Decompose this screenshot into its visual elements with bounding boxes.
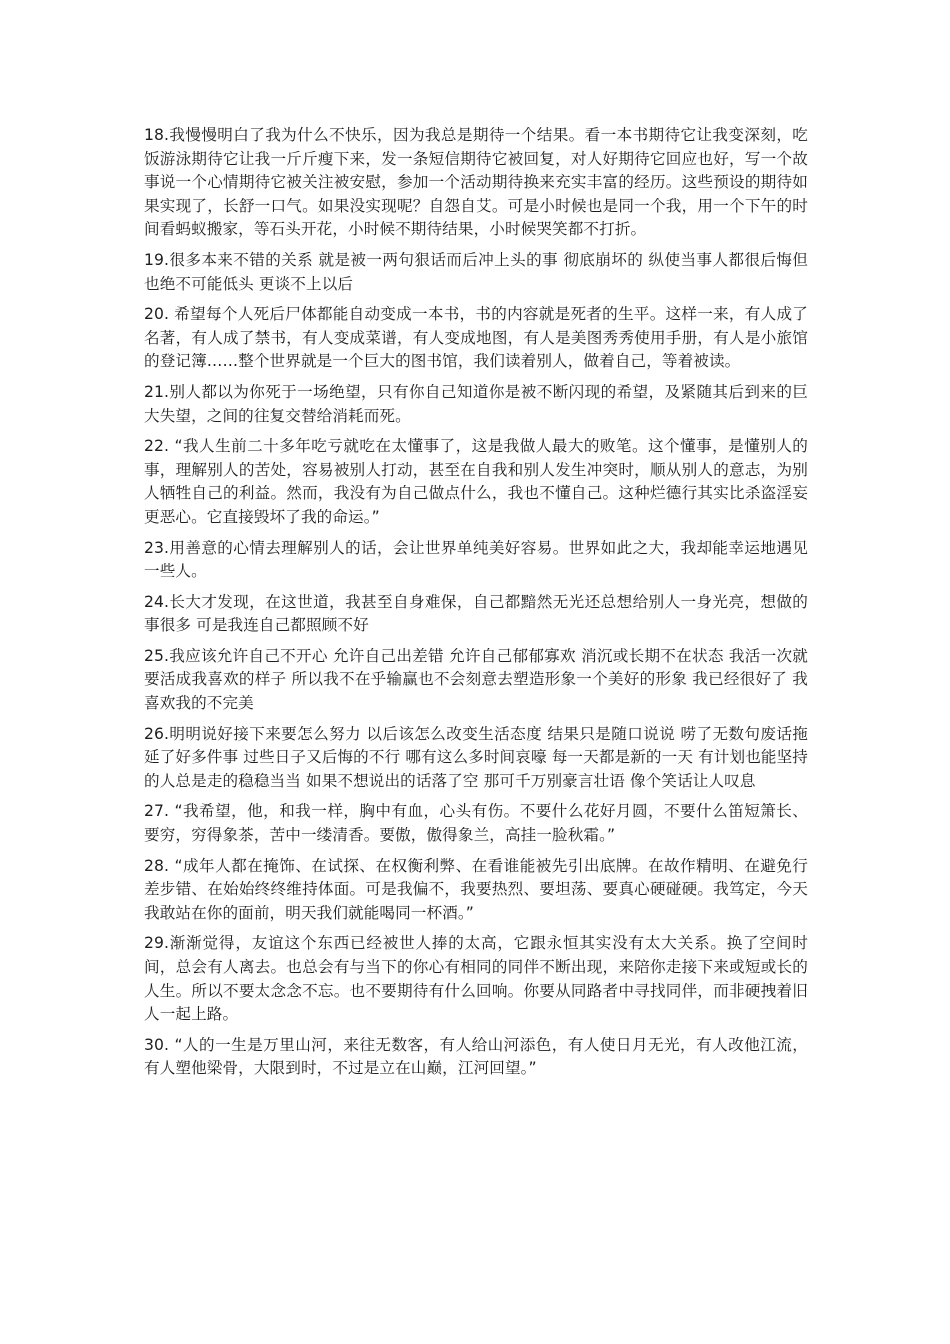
paragraph-21: 21.别人都以为你死于一场绝望，只有你自己知道你是被不断闪现的希望，及紧随其后到来的巨大失望，之间的往复交替给消耗而死。 bbox=[144, 382, 808, 425]
paragraph-27: 27. “我希望，他，和我一样，胸中有血，心头有伤。不要什么花好月圆，不要什么笛短箫长、要穷，穷得象茶，苦中一缕清香。要傲，傲得象兰，高挂一脸秋霜。” bbox=[144, 802, 808, 845]
paragraph-29: 29.渐渐觉得，友谊这个东西已经被世人捧的太高，它跟永恒其实没有太大关系。换了空间时间，总会有人离去。也总会有与当下的你心有相同的同伴不断出现，来陪你走接下来或短或长的人生。所以不要太念念不忘。也不要期待有什么回响。你要从同路者中寻找同伴，而非硬拽着旧人一起上路。 bbox=[144, 934, 808, 1024]
paragraph-25: 25.我应该允许自己不开心 允许自己出差错 允许自己郁郁寡欢 消沉或长期不在状态 我活一次就要活成我喜欢的样子 所以我不在乎输赢也不会刻意去塑造形象一个美好的形象 我已经很好了 我喜欢我的不完美 bbox=[144, 646, 808, 713]
paragraph-18: 18.我慢慢明白了我为什么不快乐，因为我总是期待一个结果。看一本书期待它让我变深刻，吃饭游泳期待它让我一斤斤瘦下来，发一条短信期待它被回复，对人好期待它回应也好，写一个故事说一个心情期待它被关注被安慰，参加一个活动期待换来充实丰富的经历。这些预设的期待如果实现了，长舒一口气。如果没实现呢？自怨自艾。可是小时候也是同一个我，用一个下午的时间看蚂蚁搬家，等石头开花，小时候不期待结果，小时候哭笑都不打折。 bbox=[144, 126, 808, 239]
paragraph-22: 22. “我人生前二十多年吃亏就吃在太懂事了，这是我做人最大的败笔。这个懂事，是懂别人的事，理解别人的苦处，容易被别人打动，甚至在自我和别人发生冲突时，顺从别人的意志，为别人牺牲自己的利益。然而，我没有为自己做点什么，我也不懂自己。这种烂德行其实比杀盗淫妄更恶心。它直接毁坏了我的命运。” bbox=[144, 437, 808, 526]
paragraph-26: 26.明明说好接下来要怎么努力 以后该怎么改变生活态度 结果只是随口说说 唠了无数句废话拖延了好多件事 过些日子又后悔的不行 哪有这么多时间哀嚎 每一天都是新的一天 有计划也能坚持的人总是走的稳稳当当 如果不想说出的话落了空 那可千万别豪言壮语 像个笑话让人叹息 bbox=[144, 724, 808, 790]
paragraph-30: 30. “人的一生是万里山河，来往无数客，有人给山河添色，有人使日月无光，有人改他江流，有人塑他梁骨，大限到时，不过是立在山巅，江河回望。” bbox=[144, 1035, 808, 1078]
paragraph-24: 24.长大才发现，在这世道，我甚至自身难保，自己都黯然无光还总想给别人一身光亮，想做的事很多 可是我连自己都照顾不好 bbox=[144, 592, 808, 635]
paragraph-20: 20. 希望每个人死后尸体都能自动变成一本书，书的内容就是死者的生平。这样一来，有人成了名著，有人成了禁书，有人变成菜谱，有人变成地图，有人是美图秀秀使用手册，有人是小旅馆的登记簿……整个世界就是一个巨大的图书馆，我们读着别人，做着自己，等着被读。 bbox=[144, 305, 808, 371]
paragraph-28: 28. “成年人都在掩饰、在试探、在权衡利弊、在看谁能被先引出底牌。在故作精明、在避免行差步错、在始始终终维持体面。可是我偏不，我要热烈、要坦荡、要真心硬碰硬。我笃定，今天我敢站在你的面前，明天我们就能喝同一杯酒。” bbox=[144, 856, 808, 922]
paragraph-19: 19.很多本来不错的关系 就是被一两句狠话而后冲上头的事 彻底崩坏的 纵使当事人都很后悔但也绝不可能低头 更谈不上以后 bbox=[144, 250, 808, 293]
paragraph-23: 23.用善意的心情去理解别人的话，会让世界单纯美好容易。世界如此之大，我却能幸运地遇见一些人。 bbox=[144, 538, 808, 581]
document-page bbox=[144, 124, 808, 1088]
